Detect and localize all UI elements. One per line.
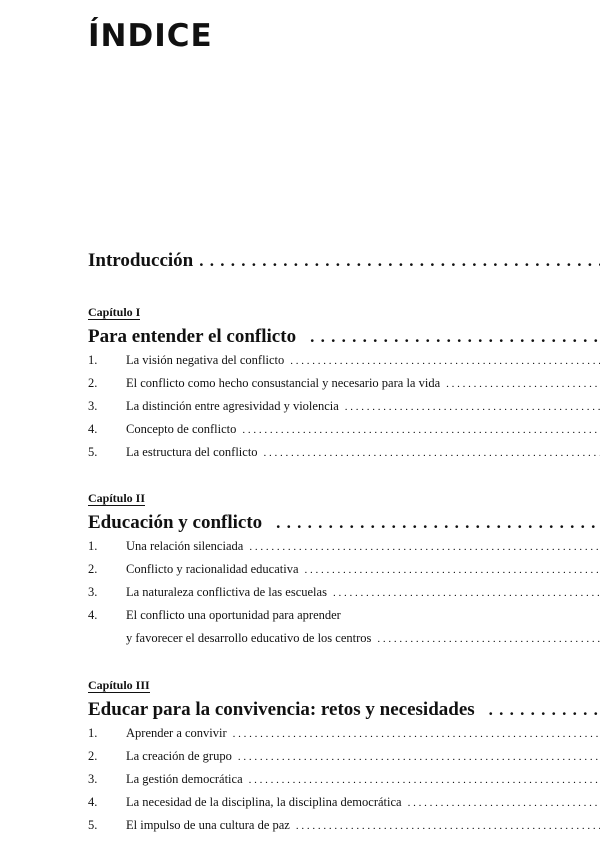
item-text: El impulso de una cultura de paz [126, 818, 290, 832]
toc-item[interactable] [88, 558, 600, 581]
item-text: La distinción entre agresividad y violencia [126, 399, 339, 413]
chapter-title: Educar para la convivencia: retos y necesidades [88, 699, 475, 720]
toc-entry-introduction[interactable] [88, 250, 600, 272]
chapter-title: Para entender el conflicto [88, 326, 297, 347]
item-number: 3. [88, 772, 98, 786]
dot-leader [238, 751, 600, 763]
toc-item[interactable] [88, 441, 600, 464]
page-title: ÍNDICE [88, 18, 213, 54]
chapter-label: Capítulo II [88, 491, 146, 505]
chapter-items [88, 535, 600, 650]
toc-item[interactable] [88, 535, 600, 558]
item-number: 2. [88, 376, 98, 390]
dot-leader [249, 774, 600, 786]
item-text: La necesidad de la disciplina, la disciplina democrática [126, 795, 402, 809]
dot-leader [305, 564, 600, 576]
chapter-items [88, 349, 600, 464]
item-number: 5. [88, 818, 98, 832]
toc-item[interactable] [88, 418, 600, 441]
item-number: 1. [88, 353, 98, 367]
item-number: 4. [88, 608, 98, 622]
toc-item[interactable] [88, 349, 600, 372]
item-text: La estructura del conflicto [126, 445, 258, 459]
chapter-title: Educación y conflicto [88, 512, 263, 533]
item-text: El conflicto una oportunidad para aprender [126, 608, 341, 622]
dot-leader [290, 355, 600, 367]
dot-leader [249, 541, 600, 553]
dot-leader [333, 587, 600, 599]
dot-leader [264, 447, 600, 459]
toc-item[interactable] [88, 722, 600, 745]
dot-leader [199, 251, 600, 271]
item-text: La gestión democrática [126, 772, 243, 786]
dot-leader [489, 698, 600, 722]
chapter-label: Capítulo I [88, 305, 141, 319]
dot-leader [233, 728, 600, 740]
dot-leader [276, 511, 600, 535]
item-number: 5. [88, 445, 98, 459]
item-number: 2. [88, 562, 98, 576]
chapter-1 [88, 303, 600, 464]
item-text-continuation: y favorecer el desarrollo educativo de los centros [126, 631, 372, 645]
toc-item[interactable] [88, 791, 600, 814]
toc-item[interactable] [88, 372, 600, 395]
item-text: El conflicto como hecho consustancial y necesario para la vida [126, 376, 441, 390]
dot-leader [296, 820, 600, 832]
item-number: 1. [88, 539, 98, 553]
chapter-title-entry[interactable] [88, 325, 600, 349]
toc-item[interactable] [88, 604, 600, 627]
item-number: 3. [88, 399, 98, 413]
item-number: 4. [88, 795, 98, 809]
toc-item[interactable] [88, 745, 600, 768]
chapter-2 [88, 489, 600, 650]
toc-item[interactable] [88, 395, 600, 418]
toc-item[interactable] [88, 814, 600, 837]
chapter-items [88, 722, 600, 837]
item-text: Concepto de conflicto [126, 422, 237, 436]
dot-leader [345, 401, 600, 413]
dot-leader [310, 325, 600, 349]
chapter-label: Capítulo III [88, 678, 150, 692]
item-text: Conflicto y racionalidad educativa [126, 562, 299, 576]
introduction-label: Introducción [88, 250, 194, 271]
toc-item-continuation[interactable] [88, 627, 600, 650]
item-text: La visión negativa del conflicto [126, 353, 285, 367]
dot-leader [408, 797, 600, 809]
item-text: Aprender a convivir [126, 726, 227, 740]
item-text: La creación de grupo [126, 749, 232, 763]
chapter-3 [88, 676, 600, 837]
item-text: Una relación silenciada [126, 539, 244, 553]
dot-leader [446, 378, 600, 390]
chapter-title-entry[interactable] [88, 511, 600, 535]
item-number: 1. [88, 726, 98, 740]
toc-item[interactable] [88, 768, 600, 791]
dot-leader [377, 633, 600, 645]
dot-leader [242, 424, 600, 436]
item-text: La naturaleza conflictiva de las escuelas [126, 585, 327, 599]
item-number: 4. [88, 422, 98, 436]
chapter-title-entry[interactable] [88, 698, 600, 722]
item-number: 2. [88, 749, 98, 763]
toc-item[interactable] [88, 581, 600, 604]
item-number: 3. [88, 585, 98, 599]
